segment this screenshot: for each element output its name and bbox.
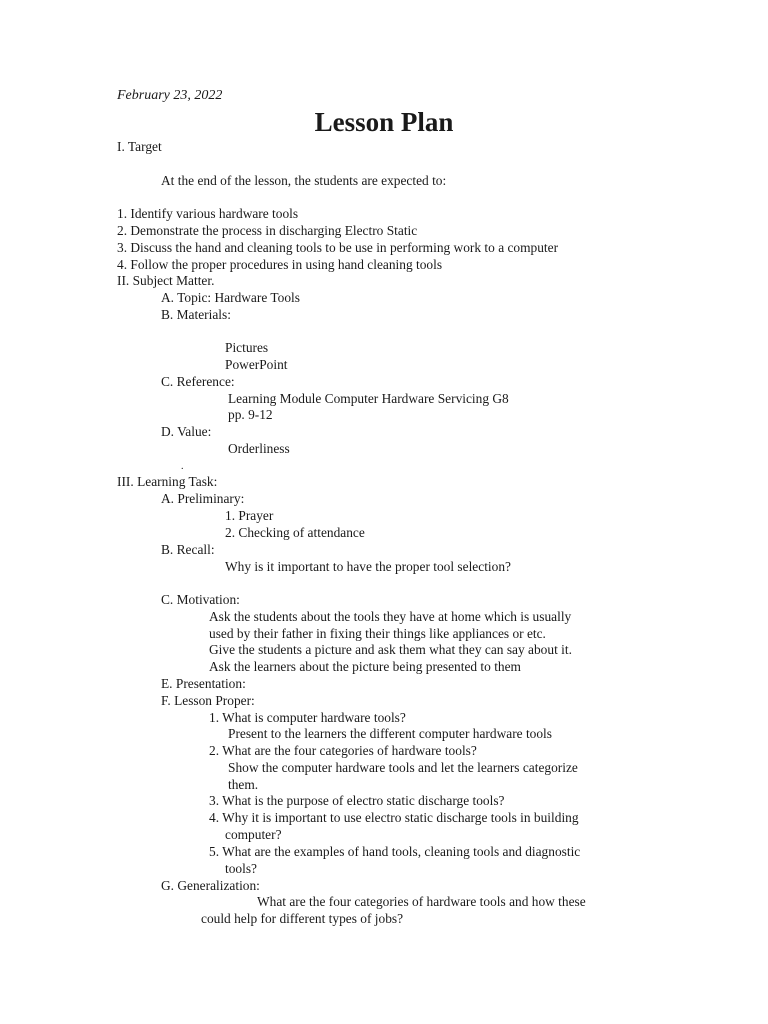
objectives-intro: At the end of the lesson, the students are expected to: — [161, 173, 447, 188]
preliminary-label: A. Preliminary: — [161, 491, 245, 506]
motivation-line: Ask the students about the tools they have at home which is usually — [209, 609, 572, 624]
material-item: PowerPoint — [225, 357, 288, 372]
preliminary-item: 1. Prayer — [225, 508, 274, 523]
lesson-proper-label: F. Lesson Proper: — [161, 693, 255, 708]
learning-task-heading: III. Learning Task: — [117, 474, 218, 489]
reference-item: Learning Module Computer Hardware Servicing G8 — [228, 391, 509, 406]
generalization-line: What are the four categories of hardware tools and how these — [257, 894, 586, 909]
value-item: Orderliness — [228, 441, 290, 456]
topic-line: A. Topic: Hardware Tools — [161, 290, 300, 305]
lesson-item: them. — [228, 777, 259, 792]
reference-label: C. Reference: — [161, 374, 235, 389]
subject-matter-heading: II. Subject Matter. — [117, 273, 215, 288]
motivation-label: C. Motivation: — [161, 592, 240, 607]
stray-dot: . — [181, 461, 184, 472]
motivation-line: Ask the learners about the picture being presented to them — [209, 659, 521, 674]
lesson-item: 5. What are the examples of hand tools, cleaning tools and diagnostic — [209, 844, 581, 859]
objective-item: 3. Discuss the hand and cleaning tools to be use in performing work to a computer — [117, 240, 559, 255]
generalization-line: could help for different types of jobs? — [201, 911, 404, 926]
reference-item: pp. 9-12 — [228, 407, 273, 422]
motivation-line: Give the students a picture and ask them what they can say about it. — [209, 642, 572, 657]
lesson-item: Present to the learners the different computer hardware tools — [228, 726, 552, 741]
materials-label: B. Materials: — [161, 307, 231, 322]
lesson-item: tools? — [225, 861, 257, 876]
document-date: February 23, 2022 — [117, 88, 223, 103]
value-label: D. Value: — [161, 424, 212, 439]
lesson-item: computer? — [225, 827, 282, 842]
lesson-item: 3. What is the purpose of electro static discharge tools? — [209, 793, 505, 808]
lesson-item: 2. What are the four categories of hardware tools? — [209, 743, 477, 758]
objective-item: 1. Identify various hardware tools — [117, 206, 299, 221]
target-heading: I. Target — [117, 139, 162, 154]
lesson-item: 1. What is computer hardware tools? — [209, 710, 406, 725]
lesson-item: Show the computer hardware tools and let the learners categorize — [228, 760, 578, 775]
document-title: Lesson Plan — [314, 107, 454, 137]
material-item: Pictures — [225, 340, 269, 355]
lesson-item: 4. Why it is important to use electro static discharge tools in building — [209, 810, 579, 825]
preliminary-item: 2. Checking of attendance — [225, 525, 365, 540]
presentation-label: E. Presentation: — [161, 676, 246, 691]
generalization-label: G. Generalization: — [161, 878, 260, 893]
objective-item: 4. Follow the proper procedures in using hand cleaning tools — [117, 257, 443, 272]
recall-question: Why is it important to have the proper tool selection? — [225, 559, 511, 574]
objective-item: 2. Demonstrate the process in discharging Electro Static — [117, 223, 418, 238]
recall-label: B. Recall: — [161, 542, 215, 557]
motivation-line: used by their father in fixing their things like appliances or etc. — [209, 626, 546, 641]
